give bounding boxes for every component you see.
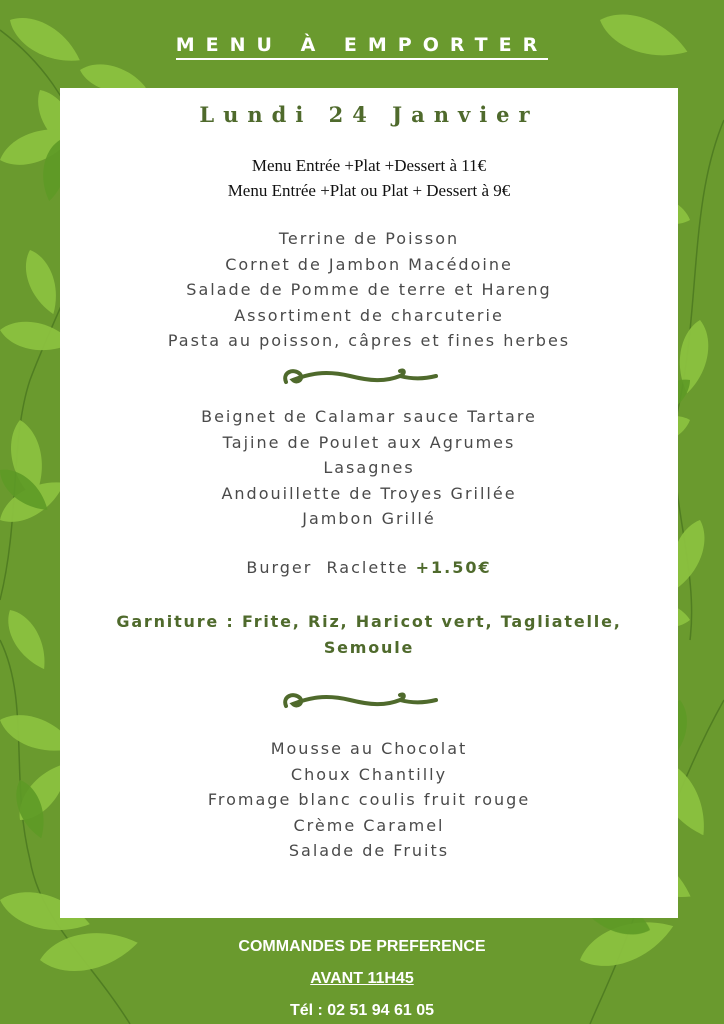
burger-label: Burger Raclette xyxy=(246,558,416,577)
order-deadline: AVANT 11H45 xyxy=(310,970,414,987)
list-item: Beignet de Calamar sauce Tartare xyxy=(201,407,537,426)
starters-list xyxy=(60,226,678,354)
order-note: COMMANDES DE PREFERENCE xyxy=(238,938,486,955)
burger-price: +1.50€ xyxy=(415,558,492,577)
flourish-divider-icon xyxy=(280,362,442,392)
desserts-list xyxy=(60,736,678,864)
list-item: Choux Chantilly xyxy=(290,764,448,784)
mains-list xyxy=(60,404,678,532)
list-item: Andouillette de Troyes Grillée xyxy=(221,483,517,503)
formula-line: Menu Entrée +Plat +Dessert à 11€ xyxy=(251,156,487,175)
list-item: Jambon Grillé xyxy=(302,509,436,528)
price-formulas xyxy=(60,153,678,203)
menu-title: MENU À EMPORTER xyxy=(0,34,724,56)
list-item: Crème Caramel xyxy=(293,815,445,835)
formula-line: Menu Entrée +Plat ou Plat + Dessert à 9€ xyxy=(227,181,511,200)
phone-number: Tél : 02 51 94 61 05 xyxy=(289,1002,435,1019)
garniture-text: Garniture : Frite, Riz, Haricot vert, Tagliatelle, Semoule xyxy=(116,612,622,657)
list-item: Terrine de Poisson xyxy=(278,229,460,248)
list-item: Cornet de Jambon Macédoine xyxy=(225,254,513,274)
burger-option xyxy=(60,558,678,577)
flourish-divider-icon xyxy=(280,686,442,716)
list-item: Mousse au Chocolat xyxy=(270,739,468,758)
list-item: Fromage blanc coulis fruit rouge xyxy=(207,790,531,809)
menu-date: Lundi 24 Janvier xyxy=(199,102,539,127)
list-item: Salade de Pomme de terre et Hareng xyxy=(186,280,552,299)
list-item: Salade de Fruits xyxy=(288,841,450,860)
list-item: Lasagnes xyxy=(323,458,415,477)
list-item: Tajine de Poulet aux Agrumes xyxy=(222,432,516,452)
list-item: Assortiment de charcuterie xyxy=(234,305,504,325)
list-item: Pasta au poisson, câpres et fines herbes xyxy=(167,331,571,350)
